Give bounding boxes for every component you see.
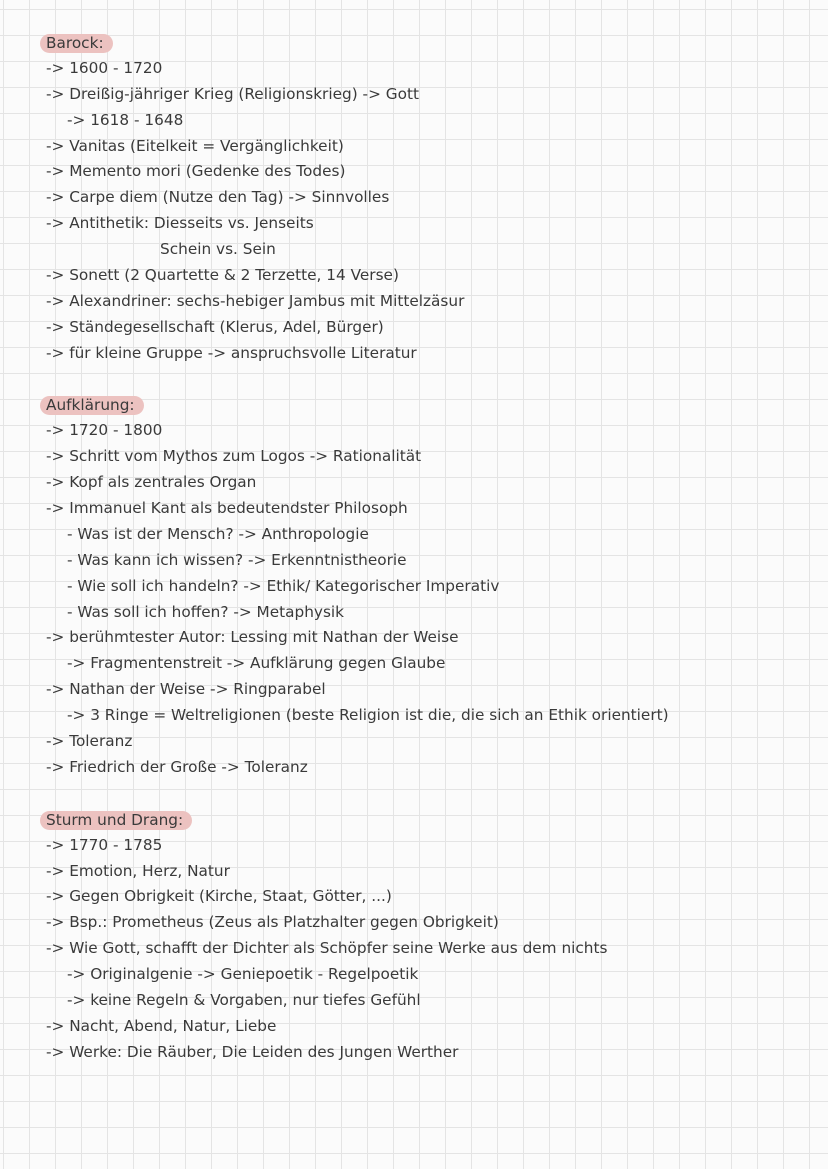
note-line: -> Dreißig-jähriger Krieg (Religionskrieg) -> Gott (46, 84, 419, 103)
note-line: -> Memento mori (Gedenke des Todes) (46, 162, 346, 181)
note-line: -> Bsp.: Prometheus (Zeus als Platzhalter gegen Obrigkeit) (46, 913, 499, 932)
note-line: -> Nathan der Weise -> Ringparabel (46, 680, 326, 699)
note-subline: - Was soll ich hoffen? -> Metaphysik (67, 602, 345, 621)
note-subline: - Was kann ich wissen? -> Erkenntnistheorie (67, 550, 407, 569)
note-line: -> Alexandriner: sechs-hebiger Jambus mit Mittelzäsur (46, 291, 465, 310)
note-line: -> Sonett (2 Quartette & 2 Terzette, 14 Verse) (46, 266, 399, 285)
note-line: -> Immanuel Kant als bedeutendster Philosoph (46, 499, 408, 518)
note-line: -> berühmtester Autor: Lessing mit Nathan der Weise (46, 628, 459, 647)
note-subline: -> keine Regeln & Vorgaben, nur tiefes Gefühl (67, 990, 421, 1009)
note-subline: Schein vs. Sein (160, 240, 276, 259)
note-subline: -> Originalgenie -> Geniepoetik - Regelpoetik (67, 965, 419, 984)
section-heading: Aufklärung: (40, 396, 144, 415)
note-line: -> Werke: Die Räuber, Die Leiden des Jungen Werther (46, 1042, 459, 1061)
note-line: -> Wie Gott, schafft der Dichter als Schöpfer seine Werke aus dem nichts (46, 939, 608, 958)
note-line: -> Kopf als zentrales Organ (46, 473, 257, 492)
note-subline: - Was ist der Mensch? -> Anthropologie (67, 524, 369, 543)
note-line: -> 1600 - 1720 (46, 58, 163, 77)
note-subline: - Wie soll ich handeln? -> Ethik/ Kategorischer Imperativ (67, 576, 500, 595)
section-heading: Barock: (40, 34, 113, 53)
note-line: -> Vanitas (Eitelkeit = Vergänglichkeit) (46, 136, 344, 155)
section-heading: Sturm und Drang: (40, 811, 192, 830)
section-aufklaerung (0, 392, 828, 780)
notes-page (0, 30, 828, 1066)
note-line: -> 1720 - 1800 (46, 421, 163, 440)
note-line: -> Schritt vom Mythos zum Logos -> Rationalität (46, 447, 422, 466)
note-line: -> 1770 - 1785 (46, 835, 163, 854)
section-barock (0, 30, 828, 367)
section-sturm-und-drang (0, 807, 828, 1066)
note-line: -> Antithetik: Diesseits vs. Jenseits (46, 214, 314, 233)
note-line: -> für kleine Gruppe -> anspruchsvolle Literatur (46, 343, 417, 362)
note-subline: -> 3 Ringe = Weltreligionen (beste Religion ist die, die sich an Ethik orientiert) (67, 706, 669, 725)
note-line: -> Ständegesellschaft (Klerus, Adel, Bürger) (46, 317, 384, 336)
note-subline: -> 1618 - 1648 (67, 110, 184, 129)
note-line: -> Nacht, Abend, Natur, Liebe (46, 1016, 277, 1035)
note-subline: -> Fragmentenstreit -> Aufklärung gegen Glaube (67, 654, 446, 673)
note-line: -> Toleranz (46, 732, 133, 751)
note-line: -> Emotion, Herz, Natur (46, 861, 230, 880)
note-line: -> Carpe diem (Nutze den Tag) -> Sinnvolles (46, 188, 390, 207)
note-line: -> Gegen Obrigkeit (Kirche, Staat, Götter, ...) (46, 887, 392, 906)
note-line: -> Friedrich der Große -> Toleranz (46, 757, 308, 776)
